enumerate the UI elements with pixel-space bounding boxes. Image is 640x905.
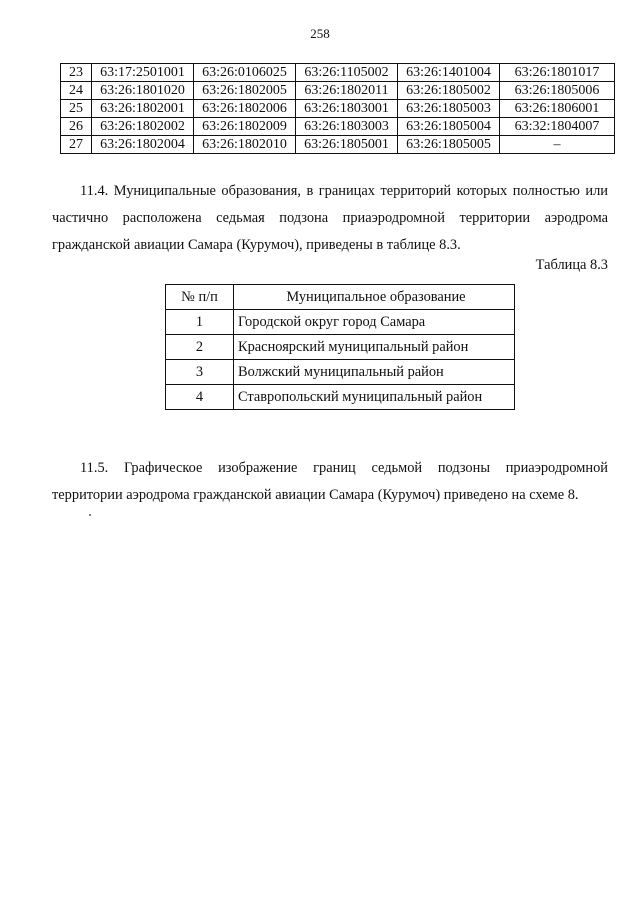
cadastral-number-cell: 63:26:1803003 — [296, 118, 398, 136]
table-row — [61, 136, 615, 154]
cadastral-number-cell: 63:26:1802006 — [194, 100, 296, 118]
header-num: № п/п — [166, 285, 234, 310]
cadastral-number-cell: 63:26:1401004 — [398, 64, 500, 82]
cadastral-number-cell: 63:26:1803001 — [296, 100, 398, 118]
cadastral-number-cell: 63:26:1805001 — [296, 136, 398, 154]
scan-speck — [89, 514, 91, 516]
cadastral-number-cell: – — [500, 136, 615, 154]
cadastral-number-cell: 63:26:1805006 — [500, 82, 615, 100]
cadastral-number-cell: 63:26:1805004 — [398, 118, 500, 136]
cadastral-number-cell: 63:32:1804007 — [500, 118, 615, 136]
paragraph-11-4-text: 11.4. Муниципальные образования, в границах территорий которых полностью или частично расположена седьмая подзона приаэродромной территории аэродрома гражданской авиации Самара (Курумоч), приведены в таблице 8.3. — [52, 183, 608, 253]
row-name: Волжский муниципальный район — [234, 360, 515, 385]
cadastral-number-cell: 63:26:1802010 — [194, 136, 296, 154]
row-number-cell: 24 — [61, 82, 92, 100]
table-row — [61, 82, 615, 100]
cadastral-number-cell: 63:26:1802004 — [92, 136, 194, 154]
table-row — [166, 360, 515, 385]
cadastral-number-cell: 63:26:1802002 — [92, 118, 194, 136]
cadastral-number-cell: 63:26:1801020 — [92, 82, 194, 100]
row-number-cell: 23 — [61, 64, 92, 82]
table-caption: Таблица 8.3 — [535, 257, 608, 273]
table-row — [61, 118, 615, 136]
page-number: 258 — [310, 26, 330, 41]
cadastral-table-body — [61, 64, 615, 154]
cadastral-number-cell: 63:26:1802005 — [194, 82, 296, 100]
row-num: 4 — [166, 385, 234, 410]
cadastral-number-cell: 63:26:1802011 — [296, 82, 398, 100]
paragraph-11-5 — [52, 455, 608, 509]
cadastral-number-cell: 63:26:1806001 — [500, 100, 615, 118]
cadastral-table — [60, 63, 615, 154]
paragraph-11-4 — [52, 178, 608, 259]
row-name: Красноярский муниципальный район — [234, 335, 515, 360]
row-number-cell: 26 — [61, 118, 92, 136]
municipal-table-header-row — [166, 285, 515, 310]
table-row — [166, 310, 515, 335]
row-num: 1 — [166, 310, 234, 335]
municipal-table — [165, 284, 515, 410]
table-row — [166, 335, 515, 360]
row-name: Ставропольский муниципальный район — [234, 385, 515, 410]
cadastral-number-cell: 63:26:1105002 — [296, 64, 398, 82]
header-name: Муниципальное образование — [234, 285, 515, 310]
table-row — [61, 64, 615, 82]
row-num: 3 — [166, 360, 234, 385]
cadastral-number-cell: 63:17:2501001 — [92, 64, 194, 82]
row-name: Городской округ город Самара — [234, 310, 515, 335]
cadastral-number-cell: 63:26:0106025 — [194, 64, 296, 82]
row-num: 2 — [166, 335, 234, 360]
row-number-cell: 27 — [61, 136, 92, 154]
cadastral-number-cell: 63:26:1802001 — [92, 100, 194, 118]
cadastral-number-cell: 63:26:1805005 — [398, 136, 500, 154]
cadastral-number-cell: 63:26:1805003 — [398, 100, 500, 118]
row-number-cell: 25 — [61, 100, 92, 118]
cadastral-number-cell: 63:26:1805002 — [398, 82, 500, 100]
cadastral-number-cell: 63:26:1802009 — [194, 118, 296, 136]
table-row — [166, 385, 515, 410]
table-row — [61, 100, 615, 118]
cadastral-number-cell: 63:26:1801017 — [500, 64, 615, 82]
paragraph-11-5-text: 11.5. Графическое изображение границ седьмой подзоны приаэродромной территории аэродрома гражданской авиации Самара (Курумоч) приведено на схеме 8. — [52, 460, 608, 503]
